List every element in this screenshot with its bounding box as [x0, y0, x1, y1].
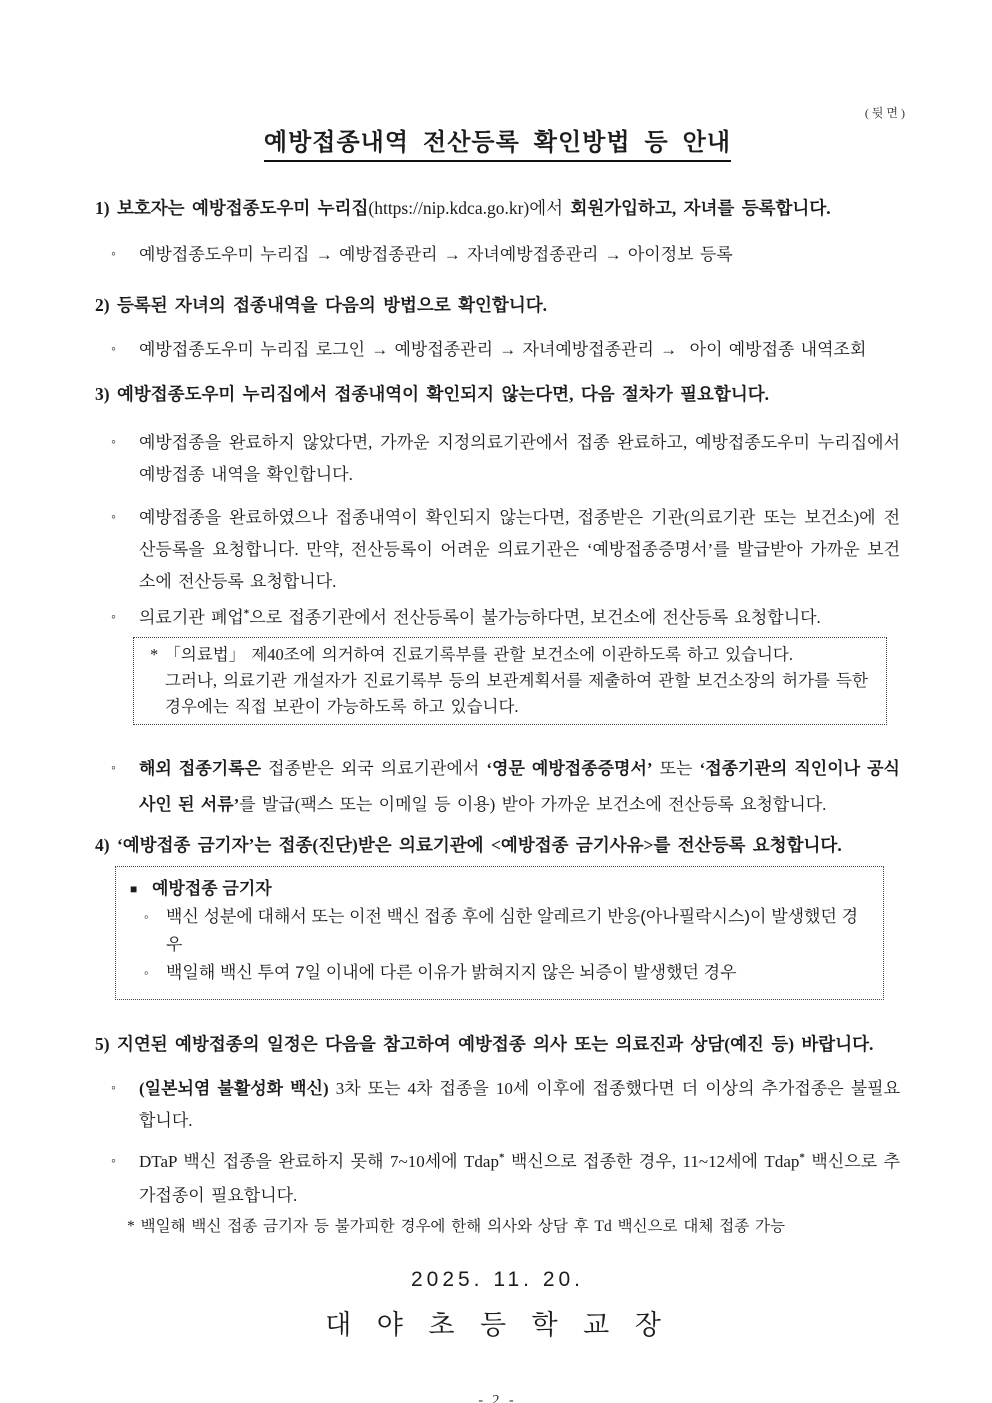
contraindication-bullet-1-text: 백신 성분에 대해서 또는 이전 백신 접종 후에 심한 알레르기 반응(아나필락시스)이 발생했던 경우	[166, 907, 859, 954]
item-5-bullet-a-text	[139, 1073, 900, 1137]
item-5-number: 5)	[95, 1034, 117, 1054]
asterisk-mark: *	[498, 1151, 505, 1164]
circle-bullet-icon: ◦	[111, 247, 116, 262]
overseas-bold-1: 해외 접종기록은	[139, 759, 262, 778]
contraindication-box-title: 예방접종 금기자	[152, 879, 272, 898]
item-5-bullet-b	[95, 1145, 900, 1213]
contraindication-box-title-row	[130, 875, 869, 903]
item-4-text: ‘예방접종 금기자’는 접종(진단)받은 의료기관에 <예방접종 금기사유>를 전산등록 요청합니다.	[116, 835, 842, 855]
item-2-bullet-text: 예방접종도우미 누리집 로그인 → 예방접종관리 → 자녀예방접종관리 → 아이 예방접종 내역조회	[139, 340, 867, 359]
dtap-reg-3: 백신으로 추가접종이 필요합니다.	[139, 1152, 900, 1205]
circle-bullet-icon: ◦	[111, 435, 116, 450]
overseas-bold-2: ‘영문 예방접종증명서’	[486, 759, 653, 778]
page-title: 예방접종내역 전산등록 확인방법 등 안내	[264, 130, 731, 162]
item-1-text-bold: 보호자는 예방접종도우미 누리집	[116, 198, 369, 218]
item-3-bullet-c	[95, 605, 900, 631]
circle-bullet-icon: ◦	[111, 1154, 116, 1169]
item-3-bullet-b	[95, 502, 900, 598]
dtap-reg-2: 백신으로 접종한 경우, 11~12세에 Tdap	[504, 1152, 800, 1171]
item-5-heading	[95, 1032, 900, 1057]
page-number: - 2 -	[478, 1393, 517, 1403]
corner-note: (뒷면)	[864, 106, 908, 120]
law-note-box	[133, 637, 887, 725]
law-note-line-3: 경우에는 직접 보관이 가능하도록 하고 있습니다.	[165, 697, 519, 716]
contraindication-bullet-1	[130, 903, 869, 959]
law-note-line-1: * 「의료법」 제40조에 의거하여 진료기록부를 관할 보건소에 이관하도록 하고 있습니다.	[150, 645, 793, 664]
circle-bullet-icon: ◦	[111, 342, 116, 357]
circle-bullet-icon: ◦	[111, 510, 116, 525]
circle-bullet-icon: ◦	[144, 909, 149, 924]
title-wrap	[95, 130, 900, 162]
item-3-bullet-c-text	[139, 605, 900, 631]
item-1-bullet-text: 예방접종도우미 누리집 → 예방접종관리 → 자녀예방접종관리 → 아이정보 등록	[139, 245, 733, 264]
circle-bullet-icon: ◦	[111, 610, 116, 625]
contraindication-box	[115, 866, 884, 1000]
item-5-text: 지연된 예방접종의 일정은 다음을 참고하여 예방접종 의사 또는 의료진과 상담(예진 등) 바랍니다.	[116, 1034, 874, 1054]
item-1-text-bold2: 회원가입하고, 자녀를 등록합니다.	[570, 198, 831, 218]
overseas-reg-2: 또는	[652, 759, 700, 778]
item-3-bullet-d-text	[139, 751, 900, 823]
overseas-reg-1: 접종받은 외국 의료기관에서	[261, 759, 487, 778]
item-3-text: 예방접종도우미 누리집에서 접종내역이 확인되지 않는다면, 다음 절차가 필요합니다.	[116, 384, 770, 404]
je-vaccine-bold: (일본뇌염 불활성화 백신)	[139, 1079, 329, 1098]
overseas-bold-3: ‘접종기관의 직인이나 공식 사인 된 서류’	[139, 759, 900, 814]
circle-bullet-icon: ◦	[111, 1081, 116, 1096]
asterisk-mark: *	[243, 607, 250, 620]
item-1-bullet	[95, 239, 900, 271]
item-3-bullet-a-text: 예방접종을 완료하지 않았다면, 가까운 지정의료기관에서 접종 완료하고, 예방접종도우미 누리집에서 예방접종 내역을 확인합니다.	[139, 433, 900, 484]
circle-bullet-icon: ◦	[144, 965, 149, 980]
item-2-number: 2)	[95, 295, 117, 315]
item-2-bullet	[95, 334, 900, 366]
contraindication-bullet-2	[130, 959, 869, 987]
dtap-reg-1: DTaP 백신 접종을 완료하지 못해 7~10세에 Tdap	[139, 1152, 499, 1171]
je-vaccine-reg: 3차 또는 4차 접종을 10세 이후에 접종했다면 더 이상의 추가접종은 불필요합니다.	[139, 1079, 900, 1130]
item-4-heading	[95, 833, 900, 858]
item-3-heading	[95, 382, 900, 407]
contraindication-bullet-2-text: 백일해 백신 투여 7일 이내에 다른 이유가 밝혀지지 않은 뇌증이 발생했던 경우	[166, 963, 737, 982]
item-2-text: 등록된 자녀의 접종내역을 다음의 방법으로 확인합니다.	[116, 295, 548, 315]
item-1-heading	[95, 196, 900, 221]
item-2-heading	[95, 293, 900, 318]
item-1-number: 1)	[95, 198, 117, 218]
overseas-reg-3: 를 발급(팩스 또는 이메일 등 이용) 받아 가까운 보건소에 전산등록 요청합니다.	[239, 795, 827, 814]
item-3-bullet-a	[95, 427, 900, 491]
square-bullet-icon: ■	[130, 882, 138, 896]
item-4-number: 4)	[95, 835, 117, 855]
item-3-bullet-b-text: 예방접종을 완료하였으나 접종내역이 확인되지 않는다면, 접종받은 기관(의료기관 또는 보건소)에 전산등록을 요청합니다. 만약, 전산등록이 어려운 의료기관은 ‘예방접종증명서’를 발급받아 가까운 보건소에 전산등록 요청합니다.	[139, 508, 900, 591]
item-1-url: (https://nip.kdca.go.kr)에서	[368, 198, 571, 218]
law-note-line-2: 그러나, 의료기관 개설자가 진료기록부 등의 보관계획서를 제출하여 관할 보건소장의 허가를 득한	[165, 671, 868, 690]
item-5-bullet-b-text	[139, 1145, 900, 1213]
tdap-footnote: * 백일해 백신 접종 금기자 등 불가피한 경우에 한해 의사와 상담 후 Td 백신으로 대체 접종 가능	[127, 1218, 785, 1235]
item-3-bullet-c-post: 으로 접종기관에서 전산등록이 불가능하다면, 보건소에 전산등록 요청합니다.	[249, 608, 821, 627]
item-3-bullet-d	[95, 751, 900, 823]
principal-signature: 대 야 초 등 학 교 장	[325, 1310, 670, 1340]
circle-bullet-icon: ◦	[111, 761, 116, 776]
item-5-bullet-a	[95, 1073, 900, 1137]
footer-date: 2025. 11. 20.	[410, 1268, 585, 1291]
item-3-bullet-c-pre: 의료기관 폐업	[139, 608, 244, 627]
asterisk-mark: *	[799, 1151, 805, 1164]
item-3-number: 3)	[95, 384, 117, 404]
